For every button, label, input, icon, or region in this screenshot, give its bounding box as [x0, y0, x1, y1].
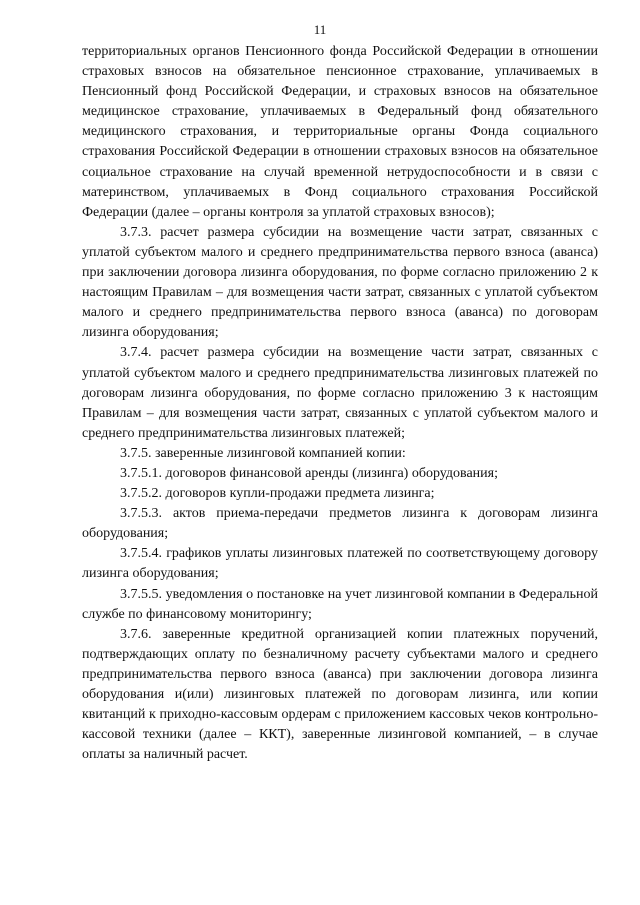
- paragraph-3-7-3: 3.7.3. расчет размера субсидии на возмещение части затрат, связанных с уплатой субъектом малого и среднего предпринимательства первого взноса (аванса) при заключении договора лизинга оборудования, по форме согласно приложению 2 к настоящим Правилам – для возмещения части затрат, связанных с уплатой субъектом малого и среднего предпринимательства первого взноса (аванса) по договорам лизинга оборудования;: [82, 224, 598, 341]
- paragraph-3-7-5-5: 3.7.5.5. уведомления о постановке на учет лизинговой компании в Федеральной службе по финансовому мониторингу;: [82, 586, 598, 622]
- paragraph-3-7-5: 3.7.5. заверенные лизинговой компанией копии:: [120, 445, 406, 461]
- document-body: [82, 42, 598, 765]
- paragraph-3-7-5-1: 3.7.5.1. договоров финансовой аренды (лизинга) оборудования;: [120, 465, 498, 481]
- paragraph-3-7-5-2: 3.7.5.2. договоров купли-продажи предмета лизинга;: [120, 486, 435, 502]
- paragraph-3-7-5-3: 3.7.5.3. актов приема-передачи предметов лизинга к договорам лизинга оборудования;: [82, 506, 598, 542]
- paragraph-3-7-6: 3.7.6. заверенные кредитной организацией копии платежных поручений, подтверждающих оплату по безналичному расчету субъектами малого и среднего предпринимательства первого взноса (аванса) при заключении договора лизинга оборудования и(или) лизинговых платежей по договорам лизинга, или копии квитанций к приходно-кассовым ордерам с приложением кассовых чеков контрольно-кассовой техники (далее – ККТ), заверенные лизинговой компанией, – в случае оплаты за наличный расчет.: [82, 626, 598, 763]
- paragraph-3-7-4: 3.7.4. расчет размера субсидии на возмещение части затрат, связанных с уплатой субъектом малого и среднего предпринимательства лизинговых платежей по договорам лизинга оборудования, по форме согласно приложению 3 к настоящим Правилам – для возмещения части затрат, связанных с уплатой субъектом малого и среднего предпринимательства лизинговых платежей;: [82, 345, 598, 441]
- paragraph-continuation: территориальных органов Пенсионного фонда Российской Федерации в отношении страховых взносов на обязательное пенсионное страхование, уплачиваемых в Пенсионный фонд Российской Федерации, и страховых взносов на обязательное медицинское страхование, уплачиваемых в Федеральный фонд обязательного медицинского страхования, и территориальные органы Фонда социального страхования Российской Федерации в отношении страховых взносов на обязательное социальное страхование на случай временной нетрудоспособности и в связи с материнством, уплачиваемых в Фонд социального страхования Российской Федерации (далее – органы контроля за уплатой страховых взносов);: [82, 44, 598, 220]
- page-number: 11: [313, 22, 327, 37]
- paragraph-3-7-5-4: 3.7.5.4. графиков уплаты лизинговых платежей по соответствующему договору лизинга оборудования;: [82, 546, 598, 582]
